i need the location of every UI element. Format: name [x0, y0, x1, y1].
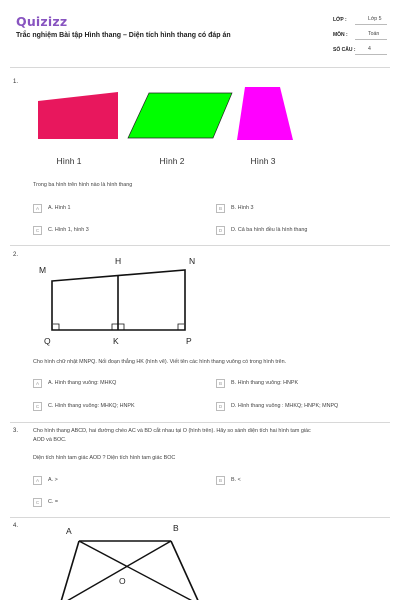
option-text: B. <: [231, 477, 241, 483]
point-n-label: N: [189, 256, 196, 266]
option-text: D. Cả ba hình đều là hình thang: [231, 227, 308, 233]
side-bc: [171, 541, 200, 600]
right-angle-q: [53, 324, 59, 330]
point-a-label: A: [66, 526, 72, 536]
option-text: C. Hình thang vuông: MHKQ; HNPK: [48, 403, 135, 409]
q2-option-a[interactable]: [33, 378, 116, 388]
question-divider: [10, 245, 390, 246]
class-value: Lớp 5: [355, 16, 387, 25]
question-count-label: SỐ CÂU :: [333, 47, 356, 53]
shape-3-trapezoid: [237, 87, 293, 140]
option-text: D. Hình thang vuông : MHKQ; HNPK; MNPQ: [231, 403, 339, 409]
option-letter-box: D: [216, 226, 225, 235]
q1-option-c[interactable]: [33, 225, 89, 235]
option-text: A. >: [48, 477, 58, 483]
right-angle-k-right: [118, 324, 124, 330]
question-2-number: 2.: [13, 252, 19, 258]
option-text: A. Hình 1: [48, 205, 71, 211]
point-k-label: K: [113, 336, 119, 346]
option-text: C. =: [48, 499, 59, 505]
option-letter-box: C: [33, 498, 42, 507]
option-text: B. Hình 3: [231, 205, 254, 211]
point-p-label: P: [186, 336, 192, 346]
question-count-value: 4: [355, 46, 387, 55]
q4-trapezoid-figure: [0, 535, 400, 600]
q3-option-a[interactable]: [33, 475, 58, 485]
question-3-text-line-2: AOD và BOC.: [33, 437, 67, 443]
question-1-text: Trong ba hình trên hình nào là hình thang: [33, 182, 133, 188]
point-q-label: Q: [44, 336, 51, 346]
point-h-label: H: [115, 256, 122, 266]
q1-option-b[interactable]: [216, 203, 253, 213]
q3-option-c[interactable]: [33, 497, 58, 507]
question-1-number: 1.: [13, 79, 19, 85]
question-3-number: 3.: [13, 428, 19, 434]
shape-2-parallelogram: [128, 93, 232, 138]
option-letter-box: B: [216, 379, 225, 388]
side-ad: [60, 541, 79, 600]
option-letter-box: A: [33, 476, 42, 485]
question-2-text: Cho hình chữ nhật MNPQ. Nối đoạn thẳng HK (hình vẽ). Viết tên các hình thang vuông có trong hình trên.: [33, 359, 287, 365]
question-3-text-line-3: Diện tích hình tam giác AOD ? Diện tích hình tam giác BOC: [33, 455, 176, 461]
option-letter-box: A: [33, 379, 42, 388]
shape-2-label: Hình 2: [159, 156, 185, 166]
point-o-label: O: [119, 576, 126, 586]
option-letter-box: A: [33, 204, 42, 213]
subject-label: MÔN :: [333, 32, 348, 38]
question-divider: [10, 517, 390, 518]
question-3-text-line-1: Cho hình thang ABCD, hai đường chéo AC và BD cắt nhau tại O (hình trên). Hãy so sánh diện tích hai hình tam giác: [33, 428, 311, 434]
option-letter-box: B: [216, 204, 225, 213]
option-letter-box: C: [33, 402, 42, 411]
question-4-number: 4.: [13, 523, 19, 529]
right-angle-k-left: [112, 324, 118, 330]
point-m-label: M: [39, 265, 47, 275]
page-title: Trắc nghiệm Bài tập Hình thang – Diện tích hình thang có đáp án: [16, 32, 231, 39]
q3-option-b[interactable]: [216, 475, 241, 485]
shape-3-label: Hình 3: [250, 156, 276, 166]
q2-option-b[interactable]: [216, 378, 298, 388]
header-divider: [10, 67, 390, 68]
option-letter-box: D: [216, 402, 225, 411]
q2-option-c[interactable]: [33, 401, 135, 411]
shape-1-label: Hình 1: [56, 156, 82, 166]
quizizz-logo: Quizizz: [16, 14, 68, 29]
q2-option-d[interactable]: [216, 401, 338, 411]
diagonal-ac: [79, 541, 200, 600]
class-label: LỚP :: [333, 17, 347, 23]
q2-rectangle-figure: [0, 265, 400, 335]
worksheet-header: [0, 0, 400, 66]
option-text: C. Hình 1, hình 3: [48, 227, 89, 233]
q1-shapes-figure: [0, 85, 400, 145]
subject-value: Toán: [355, 31, 387, 40]
q1-option-a[interactable]: [33, 203, 70, 213]
shape-1-trapezoid: [38, 92, 118, 139]
option-text: B. Hình thang vuông: HNPK: [231, 380, 299, 386]
right-angle-p: [178, 324, 184, 330]
option-letter-box: B: [216, 476, 225, 485]
option-text: A. Hình thang vuông: MHKQ: [48, 380, 117, 386]
q1-option-d[interactable]: [216, 225, 307, 235]
question-divider: [10, 422, 390, 423]
point-b-label: B: [173, 523, 179, 533]
option-letter-box: C: [33, 226, 42, 235]
